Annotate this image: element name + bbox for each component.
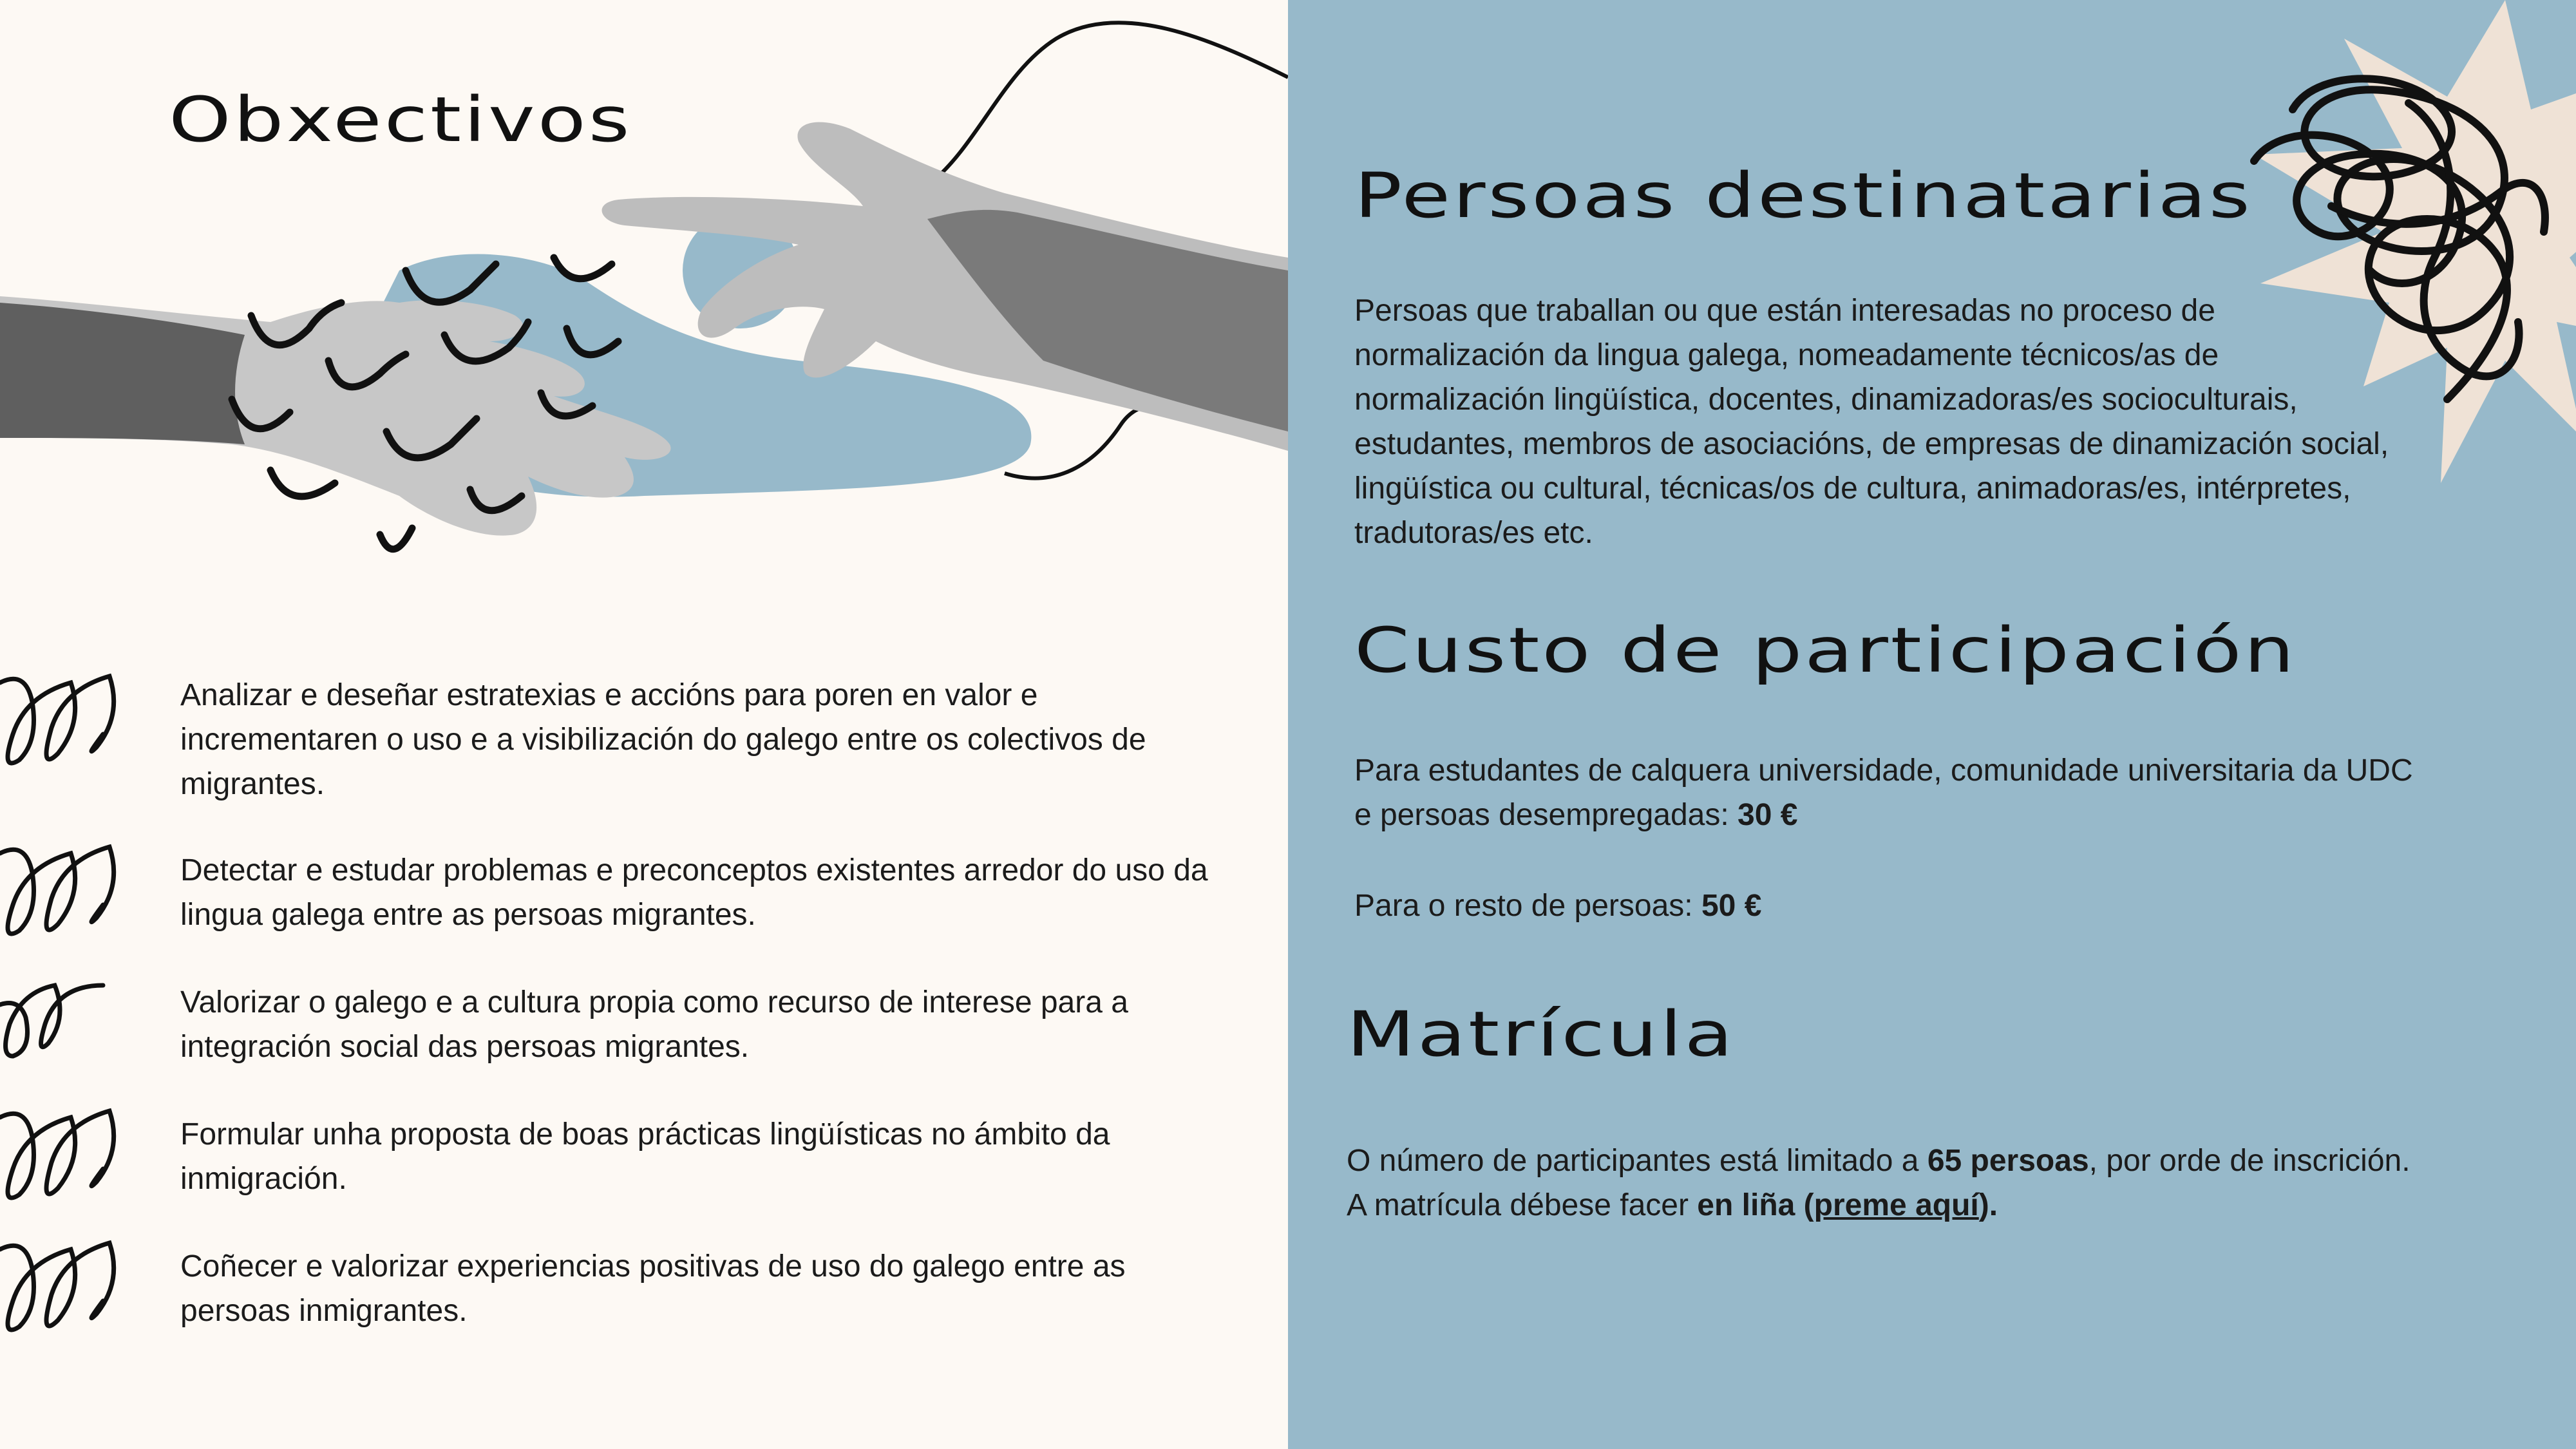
cost-reduced-text: Para estudantes de calquera universidade, comunidade universitaria da UDC e persoas desempregadas: — [1354, 753, 2413, 832]
cost-general-price: 50 € — [1701, 889, 1762, 923]
cost-reduced — [1354, 748, 2423, 837]
cost-general — [1354, 884, 2423, 928]
cost-general-text: Para o resto de persoas: — [1354, 889, 1701, 923]
audience-text: Persoas que traballan ou que están interesadas no proceso de normalización da lingua galega, nomeadamente técnicos/as de normalización lingüística, docentes, dinamizadoras/es socioculturais, estudantes, membros de asociacións, de empresas de dinamización social, lingüística ou cultural, técnicas/os de cultura, animadoras/es, intérpretes, tradutoras/es etc. — [1354, 294, 2389, 550]
enrollment-online: en liña — [1697, 1188, 1795, 1222]
enrollment-text — [1347, 1139, 2532, 1227]
enrollment-line2-pre: A matrícula débese facer — [1347, 1188, 1698, 1222]
cost-reduced-price: 30 € — [1738, 798, 1798, 832]
objective-text: Analizar e deseñar estratexias e accións para poren en valor e incrementaren o uso e a visibilización do galego entre os colectivos de migrantes. — [180, 678, 1146, 801]
enrollment-paren-open: ( — [1795, 1188, 1814, 1222]
squiggle-bullet-icon — [0, 1098, 155, 1201]
enrollment-line1-post: , por orde de inscrición. — [2088, 1144, 2410, 1178]
squiggle-bullet-icon — [0, 663, 155, 766]
enrollment-limit: 65 persoas — [1927, 1144, 2089, 1178]
cost-title: Custo de participación — [1354, 614, 2297, 687]
right-panel — [1288, 0, 2576, 1449]
objective-text: Formular unha proposta de boas prácticas lingüísticas no ámbito da inmigración. — [180, 1117, 1110, 1196]
audience-title: Persoas destinatarias — [1354, 160, 2253, 232]
enrollment-paren-close: ). — [1978, 1188, 1998, 1222]
squiggle-bullet-icon — [0, 834, 155, 937]
objective-text: Coñecer e valorizar experiencias positivas de uso do galego entre as persoas inmigrantes. — [180, 1249, 1126, 1328]
objective-text: Valorizar o galego e a cultura propia como recurso de interese para a integración social das persoas migrantes. — [180, 985, 1128, 1064]
objectives-title: Obxectivos — [169, 84, 632, 156]
squiggle-bullet-icon — [0, 1230, 155, 1333]
objective-text: Detectar e estudar problemas e preconceptos existentes arredor do uso da lingua galega entre as persoas migrantes. — [180, 853, 1208, 932]
squiggle-bullet-icon — [0, 966, 129, 1069]
enrollment-title: Matrícula — [1347, 998, 1736, 1070]
enrollment-line1-pre: O número de participantes está limitado a — [1347, 1144, 1927, 1178]
enrollment-link[interactable]: preme aquí — [1814, 1188, 1979, 1222]
